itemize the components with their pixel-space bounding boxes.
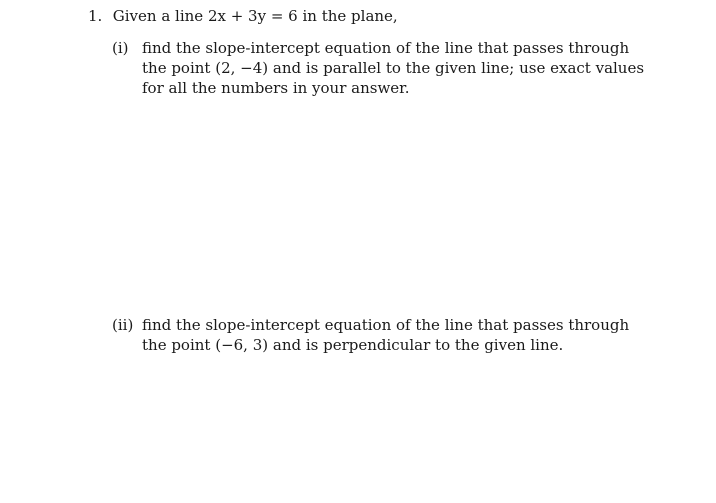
part-i-line-1: find the slope-intercept equation of the line that passes through [142, 39, 630, 57]
part-ii-line-1: find the slope-intercept equation of the line that passes through [142, 316, 630, 334]
part-label-ii: (ii) [112, 316, 134, 334]
question-part-ii [112, 315, 630, 355]
question-part-i [112, 38, 645, 98]
question-intro: Given a line 2x + 3y = 6 in the plane, [112, 7, 398, 25]
part-ii-line-2: the point (−6, 3) and is perpendicular to the given line. [142, 336, 564, 354]
question-number: 1. [88, 7, 103, 25]
question-header [88, 6, 398, 26]
part-i-line-3: for all the numbers in your answer. [142, 79, 410, 97]
part-label-i: (i) [112, 39, 129, 57]
part-i-line-2: the point (2, −4) and is parallel to the given line; use exact values [142, 59, 645, 77]
